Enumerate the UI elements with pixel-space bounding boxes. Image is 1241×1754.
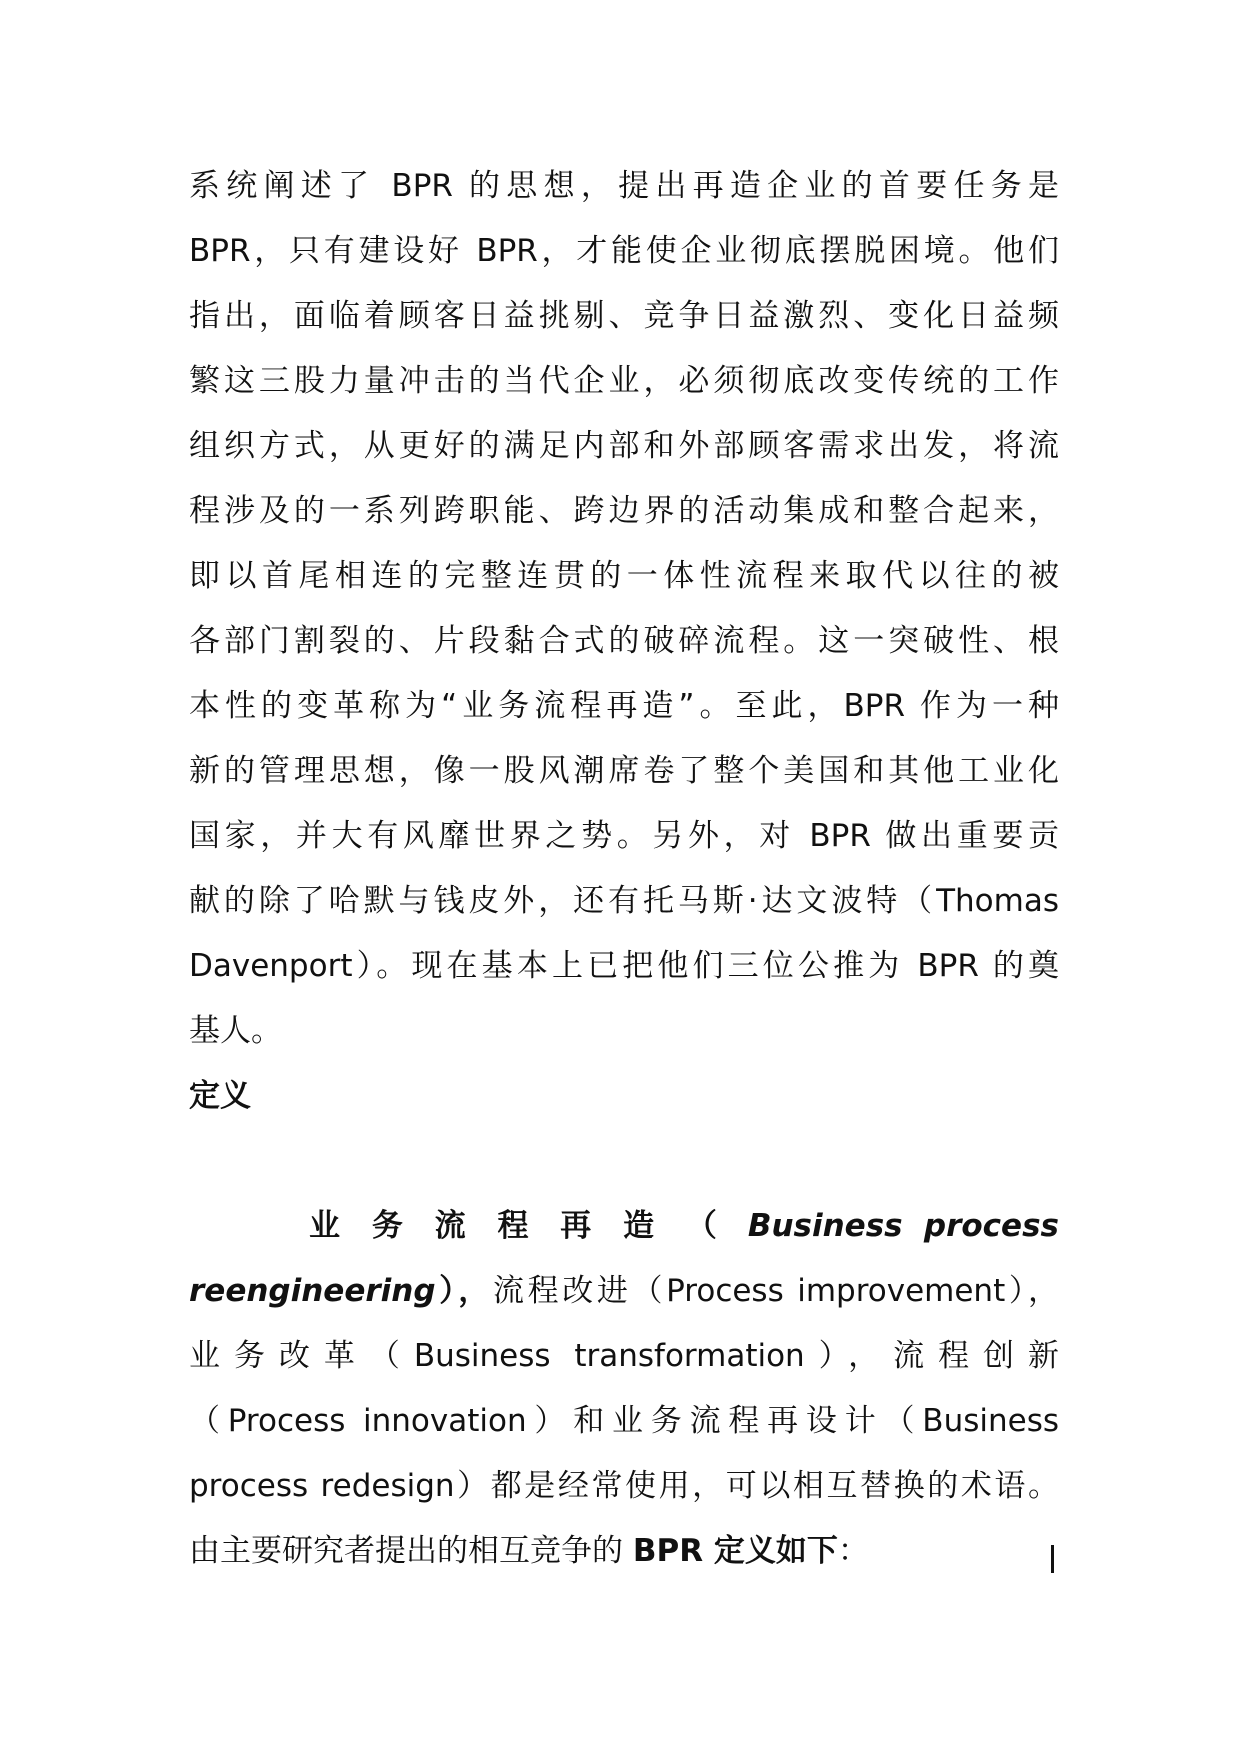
- italic-term: Business process: [747, 1208, 1059, 1244]
- text-line: 程涉及的一系列跨职能、跨边界的活动集成和整合起来，: [189, 493, 1059, 529]
- paragraph-line: [189, 544, 1059, 609]
- blank-line: [189, 1129, 1059, 1194]
- text-line: 业务改革（Business transformation），流程创新: [189, 1338, 1059, 1374]
- text-line: BPR，只有建设好 BPR，才能使企业彻底摆脱困境。他们: [189, 233, 1059, 269]
- text-line: [189, 1519, 1059, 1584]
- text-line: （Process innovation）和业务流程再设计（Business: [189, 1403, 1059, 1439]
- paragraph-line: [189, 219, 1059, 284]
- paragraph-line: [189, 284, 1059, 349]
- paragraph-line: [189, 999, 1059, 1064]
- paragraph-line: [189, 1194, 1059, 1259]
- text-line: 国家，并大有风靡世界之势。另外，对 BPR 做出重要贡: [189, 818, 1059, 854]
- paragraph-line: [189, 414, 1059, 479]
- text-line: 即以首尾相连的完整连贯的一体性流程来取代以往的被: [189, 558, 1059, 594]
- text-span: 流程改进（Process improvement），: [492, 1273, 1060, 1309]
- paragraph-line: [189, 349, 1059, 414]
- text-line: 指出，面临着顾客日益挑剔、竞争日益激烈、变化日益频: [189, 298, 1059, 334]
- paragraph-line: [189, 1259, 1059, 1324]
- paragraph-line: [189, 674, 1059, 739]
- bold-term: 业 务 流 程 再 造 （: [309, 1208, 728, 1244]
- bold-punct: ），: [435, 1273, 493, 1309]
- paragraph-line: [189, 1519, 1059, 1584]
- paragraph-line: [189, 609, 1059, 674]
- paragraph-line: [189, 1454, 1059, 1519]
- section-heading-text: 定义: [189, 1078, 251, 1114]
- text-line: 新的管理思想，像一股风潮席卷了整个美国和其他工业化: [189, 753, 1059, 789]
- text-line: 组织方式，从更好的满足内部和外部顾客需求出发，将流: [189, 428, 1059, 464]
- paragraph-line: [189, 479, 1059, 544]
- text-line: Davenport）。现在基本上已把他们三位公推为 BPR 的奠: [189, 948, 1059, 984]
- text-span: ：: [837, 1533, 869, 1569]
- text-line: [189, 1194, 1059, 1259]
- paragraph-line: [189, 1389, 1059, 1454]
- text-cursor: [1051, 1545, 1054, 1573]
- bold-term: BPR 定义如下: [632, 1533, 838, 1569]
- paragraph-line: [189, 739, 1059, 804]
- paragraph-line: [189, 804, 1059, 869]
- document-body: [189, 154, 1059, 1584]
- section-heading: [189, 1064, 1059, 1129]
- italic-term: reengineering: [189, 1273, 436, 1309]
- text-line: 基人。: [189, 1013, 282, 1049]
- text-line: 本性的变革称为“业务流程再造”。至此，BPR 作为一种: [189, 688, 1059, 724]
- paragraph-line: [189, 1324, 1059, 1389]
- text-line: [189, 1259, 1059, 1324]
- text-line: 系统阐述了 BPR 的思想，提出再造企业的首要任务是: [189, 168, 1059, 204]
- text-line: 繁这三股力量冲击的当代企业，必须彻底改变传统的工作: [189, 363, 1059, 399]
- paragraph-line: [189, 934, 1059, 999]
- text-span: 由主要研究者提出的相互竞争的: [189, 1533, 633, 1569]
- paragraph-line: [189, 869, 1059, 934]
- text-line: 献的除了哈默与钱皮外，还有托马斯·达文波特（Thomas: [189, 883, 1059, 919]
- paragraph-line: [189, 154, 1059, 219]
- text-line: process redesign）都是经常使用，可以相互替换的术语。: [189, 1468, 1060, 1504]
- text-line: 各部门割裂的、片段黏合式的破碎流程。这一突破性、根: [189, 623, 1059, 659]
